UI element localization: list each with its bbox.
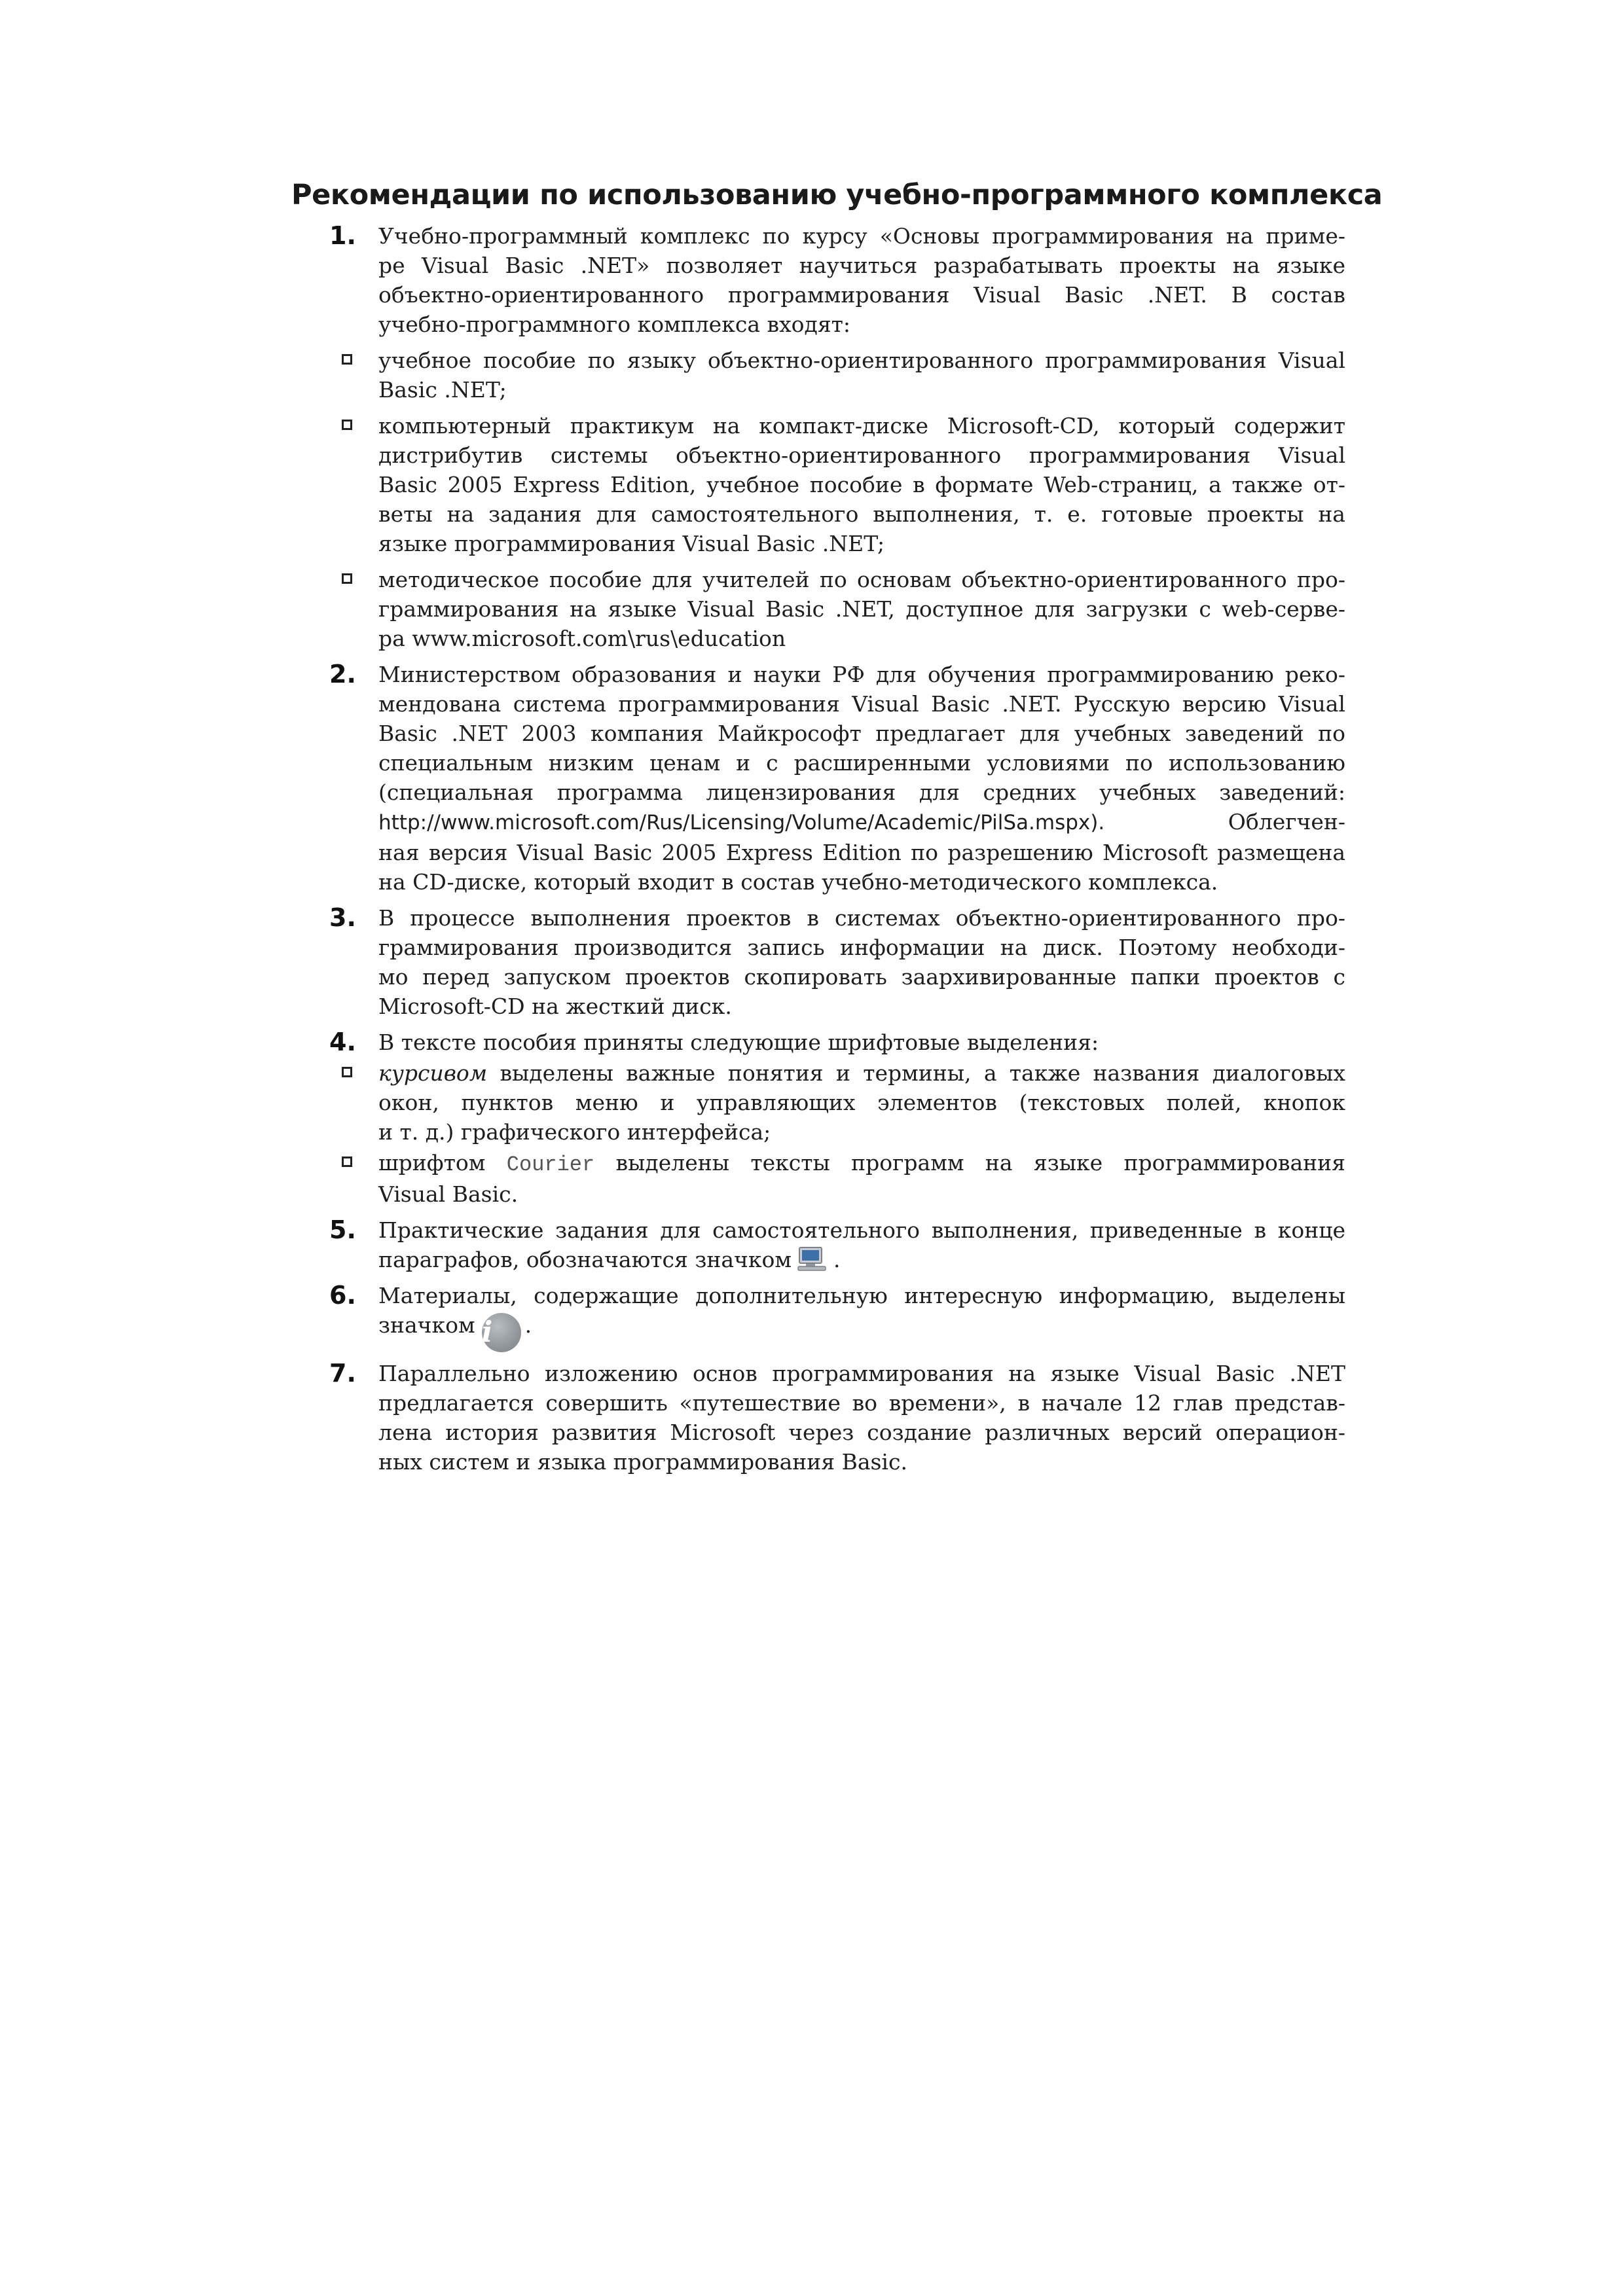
page-title: Рекомендации по использованию учебно-программного комплекса bbox=[291, 179, 1383, 211]
text-line: окон, пунктов меню и управляющих элементов (текстовых полей, кнопок bbox=[378, 1090, 1345, 1115]
text-line: (специальная программа лицензирования для средних учебных заведений: bbox=[378, 780, 1345, 805]
licensing-url-link[interactable]: http://www.microsoft.com/Rus/Licensing/Volume/Academic/PilSa.mspx). bbox=[378, 811, 1105, 834]
text-line: дистрибутив системы объектно-ориентированного программирования Visual bbox=[378, 442, 1345, 468]
text-line: Практические задания для самостоятельного выполнения, приведенные в конце bbox=[378, 1217, 1345, 1243]
text-line: граммирования производится запись информации на диск. Поэтому необходи- bbox=[378, 935, 1345, 960]
bullet-item-textbook bbox=[333, 346, 1345, 404]
text-fragment: выделены тексты программ на языке программирования bbox=[594, 1150, 1345, 1175]
item-number: 7. bbox=[329, 1359, 356, 1388]
item-number: 4. bbox=[329, 1028, 356, 1056]
text-line: мендована система программирования Visual Basic .NET. Русскую версию Visual bbox=[378, 691, 1345, 717]
info-icon: i bbox=[482, 1313, 521, 1352]
text-line bbox=[378, 1310, 1345, 1352]
checkbox-bullet-icon bbox=[342, 1157, 352, 1167]
computer-icon bbox=[797, 1246, 827, 1271]
text-line: Параллельно изложению основ программирования на языке Visual Basic .NET bbox=[378, 1361, 1345, 1386]
text-line: Microsoft-CD на жесткий диск. bbox=[378, 994, 732, 1019]
checkbox-bullet-icon bbox=[342, 354, 352, 365]
text-line: учебно-программного комплекса входят: bbox=[378, 312, 851, 337]
text-line: мо перед запуском проектов скопировать заархивированные папки проектов с bbox=[378, 964, 1345, 990]
item-number: 6. bbox=[329, 1281, 356, 1310]
bullet-item-italic-style bbox=[333, 1058, 1345, 1147]
text-line: объектно-ориентированного программирования Visual Basic .NET. В состав bbox=[378, 282, 1345, 308]
numbered-item-6 bbox=[329, 1281, 1345, 1352]
numbered-item-1 bbox=[329, 221, 1345, 339]
text-line: ра www.microsoft.com\rus\education bbox=[378, 626, 786, 651]
text-fragment: значком bbox=[378, 1312, 475, 1338]
text-line: ре Visual Basic .NET» позволяет научиться разрабатывать проекты на языке bbox=[378, 253, 1345, 278]
text-line bbox=[378, 1148, 1345, 1179]
text-fragment: . bbox=[833, 1247, 841, 1272]
checkbox-bullet-icon bbox=[342, 573, 352, 584]
text-line: Visual Basic. bbox=[378, 1181, 519, 1207]
text-line: Министерством образования и науки РФ для обучения программированию реко- bbox=[378, 662, 1345, 687]
text-line bbox=[378, 807, 1345, 838]
text-line: ных систем и языка программирования Basic. bbox=[378, 1449, 907, 1475]
bullet-item-courier-style bbox=[333, 1148, 1345, 1209]
item-number: 2. bbox=[329, 660, 356, 689]
text-line: Basic .NET 2003 компания Майкрософт предлагает для учебных заведений по bbox=[378, 721, 1345, 746]
numbered-item-3 bbox=[329, 903, 1345, 1021]
text-line: В тексте пособия приняты следующие шрифтовые выделения: bbox=[378, 1030, 1099, 1055]
text-line: специальным низким ценам и с расширенными условиями по использованию bbox=[378, 750, 1345, 776]
text-fragment: шрифтом bbox=[378, 1150, 507, 1175]
text-line: В процессе выполнения проектов в системах объектно-ориентированного про- bbox=[378, 905, 1345, 931]
text-fragment: выделены важные понятия и термины, а также названия диалоговых bbox=[487, 1060, 1345, 1086]
text-line: на CD-диске, который входит в состав учебно-методического комплекса. bbox=[378, 869, 1218, 895]
numbered-item-4 bbox=[329, 1028, 1345, 1057]
bullet-item-teacher-guide bbox=[333, 565, 1345, 653]
text-line: лена история развития Microsoft через создание различных версий операцион- bbox=[378, 1420, 1345, 1445]
text-line bbox=[378, 1058, 1345, 1088]
text-line: Учебно-программный комплекс по курсу «Основы программирования на приме- bbox=[378, 223, 1345, 249]
text-line: предлагается совершить «путешествие во времени», в начале 12 глав представ- bbox=[378, 1390, 1345, 1416]
item-number: 3. bbox=[329, 903, 356, 932]
text-fragment: параграфов, обозначаются значком bbox=[378, 1247, 792, 1272]
numbered-item-2 bbox=[329, 660, 1345, 897]
text-line bbox=[378, 1245, 1345, 1274]
text-line: Basic 2005 Express Edition, учебное пособие в формате Web-страниц, а также от- bbox=[378, 472, 1345, 497]
text-line: веты на задания для самостоятельного выполнения, т. е. готовые проекты на bbox=[378, 501, 1345, 527]
text-line: ная версия Visual Basic 2005 Express Edition по разрешению Microsoft размещена bbox=[378, 840, 1345, 865]
bullet-item-practicum bbox=[333, 411, 1345, 558]
italic-term: курсивом bbox=[378, 1060, 488, 1086]
text-line: учебное пособие по языку объектно-ориентированного программирования Visual bbox=[378, 348, 1345, 373]
checkbox-bullet-icon bbox=[342, 420, 352, 430]
numbered-item-5 bbox=[329, 1215, 1345, 1274]
text-line: Basic .NET; bbox=[378, 377, 507, 403]
recommendations-list bbox=[329, 221, 1345, 1477]
text-fragment: . bbox=[524, 1312, 532, 1338]
checkbox-bullet-icon bbox=[342, 1067, 352, 1077]
text-line: компьютерный практикум на компакт-диске Microsoft-CD, который содержит bbox=[378, 413, 1345, 439]
item-number: 5. bbox=[329, 1215, 356, 1244]
text-line: методическое пособие для учителей по основам объектно-ориентированного про- bbox=[378, 567, 1345, 592]
text-line: и т. д.) графического интерфейса; bbox=[378, 1119, 771, 1145]
text-fragment: Облегчен- bbox=[1104, 809, 1345, 834]
text-line: граммирования на языке Visual Basic .NET, доступное для загрузки с web-серве- bbox=[378, 596, 1345, 622]
courier-term: Courier bbox=[506, 1153, 595, 1177]
text-line: Материалы, содержащие дополнительную интересную информацию, выделены bbox=[378, 1283, 1345, 1308]
numbered-item-7 bbox=[329, 1359, 1345, 1477]
item-number: 1. bbox=[329, 221, 356, 250]
text-line: языке программирования Visual Basic .NET; bbox=[378, 531, 885, 556]
